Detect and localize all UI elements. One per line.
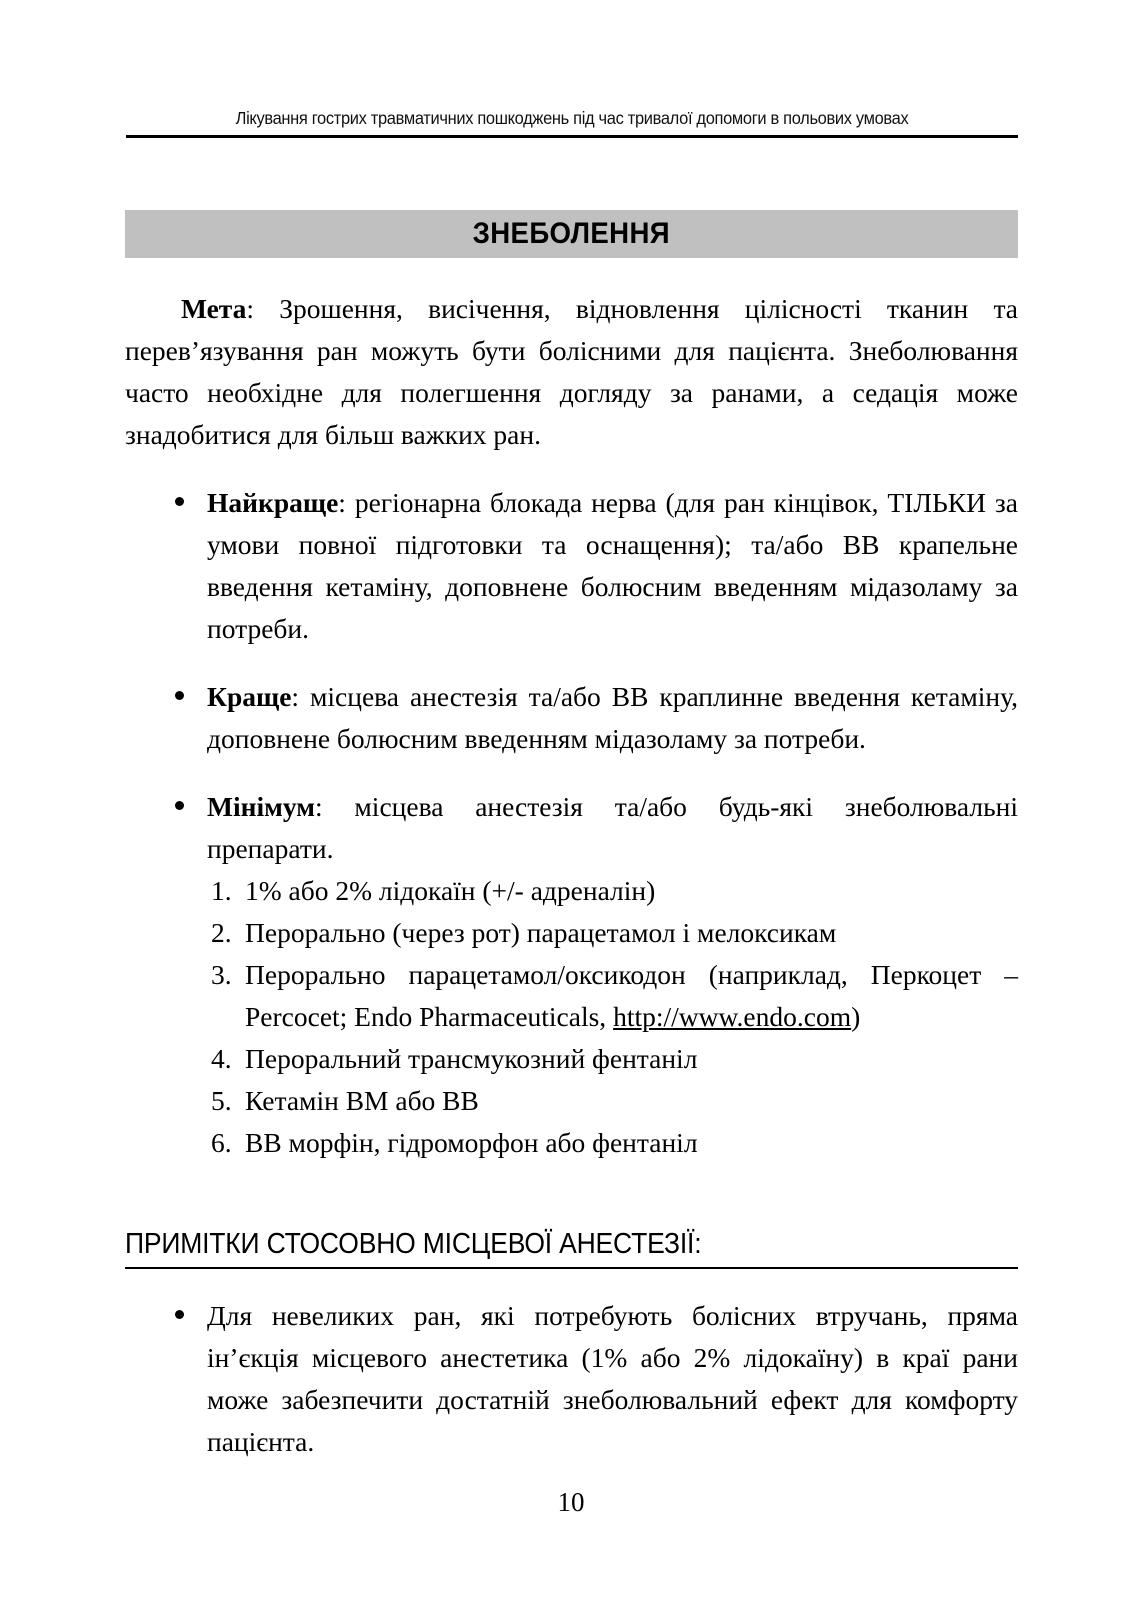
list-item-number: 4. — [211, 1043, 232, 1074]
bullet-text: регіонарна блокада нерва (для ран кінцівок, ТІЛЬКИ за умови повної підготовки та оснащення); та/або ВВ крапельне введення кетаміну, доповнене болюсним введенням мідазоламу за потреби. — [207, 487, 1018, 644]
list-item-number: 2. — [211, 917, 232, 948]
page-number: 10 — [557, 1487, 585, 1517]
spacer — [125, 1269, 1018, 1295]
list-item-number: 1. — [211, 875, 232, 906]
numbered-list-item — [125, 1080, 1018, 1122]
spacer — [125, 760, 1018, 786]
document-body — [125, 288, 1018, 1463]
bullet-dot-icon — [175, 691, 184, 700]
section-heading-text: ПРИМІТКИ СТОСОВНО МІСЦЕВОЇ АНЕСТЕЗІЇ: — [125, 1228, 702, 1260]
intro-paragraph — [125, 288, 1018, 456]
section-title-banner — [125, 210, 1018, 258]
numbered-list-item-text: ВВ морфін, гідроморфон або фентаніл — [245, 1127, 698, 1158]
recommendation-bullet-list — [125, 482, 1018, 870]
numbered-list-item-text: Перорально парацетамол/оксикодон (наприклад, Перкоцет – Percocet; Endo Pharmaceuticals, — [245, 959, 1018, 1032]
section-heading-block — [125, 1228, 1018, 1269]
numbered-list-item-text: Пероральний трансмукозний фентаніл — [245, 1043, 698, 1074]
list-item — [125, 786, 1018, 870]
numbered-list-item — [125, 1122, 1018, 1164]
spacer — [125, 1164, 1018, 1228]
intro-paragraph-text: Зрошення, висічення, відновлення цілісності тканин та перев’язування ран можуть бути болісними для пацієнта. Знеболювання часто необхідне для полегшення догляду за ранами, а седація може знадобитися для більш важких ран. — [125, 293, 1019, 450]
note-bullet-text: Для невеликих ран, які потребують болісних втручань, пряма ін’єкція місцевого анестетика (1% або 2% лідокаїну) в краї рани може забезпечити достатній знеболювальний ефект для комфорту пацієнта. — [207, 1300, 1018, 1457]
list-item-number: 3. — [211, 959, 232, 990]
list-item — [125, 1295, 1018, 1463]
bullet-dot-icon — [175, 801, 184, 810]
numbered-list-item — [125, 870, 1018, 912]
local-anesthesia-notes-list — [125, 1295, 1018, 1463]
numbered-list-item — [125, 912, 1018, 954]
bullet-separator: : — [314, 791, 355, 822]
spacer — [125, 650, 1018, 676]
bullet-text: місцева анестезія та/або ВВ краплинне введення кетаміну, доповнене болюсним введенням мідазоламу за потреби. — [207, 681, 1018, 754]
intro-lead-label: Мета — [181, 293, 247, 324]
numbered-list-item-text: 1% або 2% лідокаїн (+/- адреналін) — [245, 875, 656, 906]
intro-lead-separator: : — [246, 293, 280, 324]
medication-numbered-list — [125, 870, 1018, 1164]
bullet-separator: : — [291, 681, 311, 712]
bullet-label: Краще — [207, 681, 292, 712]
header-rule — [126, 135, 1018, 138]
bullet-label: Мінімум — [207, 791, 315, 822]
bullet-text: місцева анестезія та/або будь-які знеболювальні препарати. — [207, 791, 1018, 864]
numbered-list-item-text: Перорально (через рот) парацетамол і мелоксикам — [245, 917, 837, 948]
numbered-list-item — [125, 954, 1018, 1038]
list-item — [125, 676, 1018, 760]
numbered-list-item-text-tail: ) — [851, 1001, 861, 1032]
numbered-list-item-text: Кетамін ВМ або ВВ — [245, 1085, 479, 1116]
bullet-label: Найкраще — [207, 487, 339, 518]
bullet-dot-icon — [175, 1310, 184, 1319]
endo-website-link[interactable]: http://www.endo.com — [613, 1001, 852, 1032]
list-item-number: 5. — [211, 1085, 232, 1116]
list-item — [125, 482, 1018, 650]
running-header-text: Лікування гострих травматичних пошкоджень під час тривалої допомоги в польових умовах — [235, 108, 909, 128]
list-item-number: 6. — [211, 1127, 232, 1158]
page-title: ЗНЕБОЛЕННЯ — [472, 217, 671, 250]
numbered-list-item — [125, 1038, 1018, 1080]
bullet-dot-icon — [175, 497, 184, 506]
bullet-separator: : — [338, 487, 355, 518]
spacer — [125, 456, 1018, 482]
